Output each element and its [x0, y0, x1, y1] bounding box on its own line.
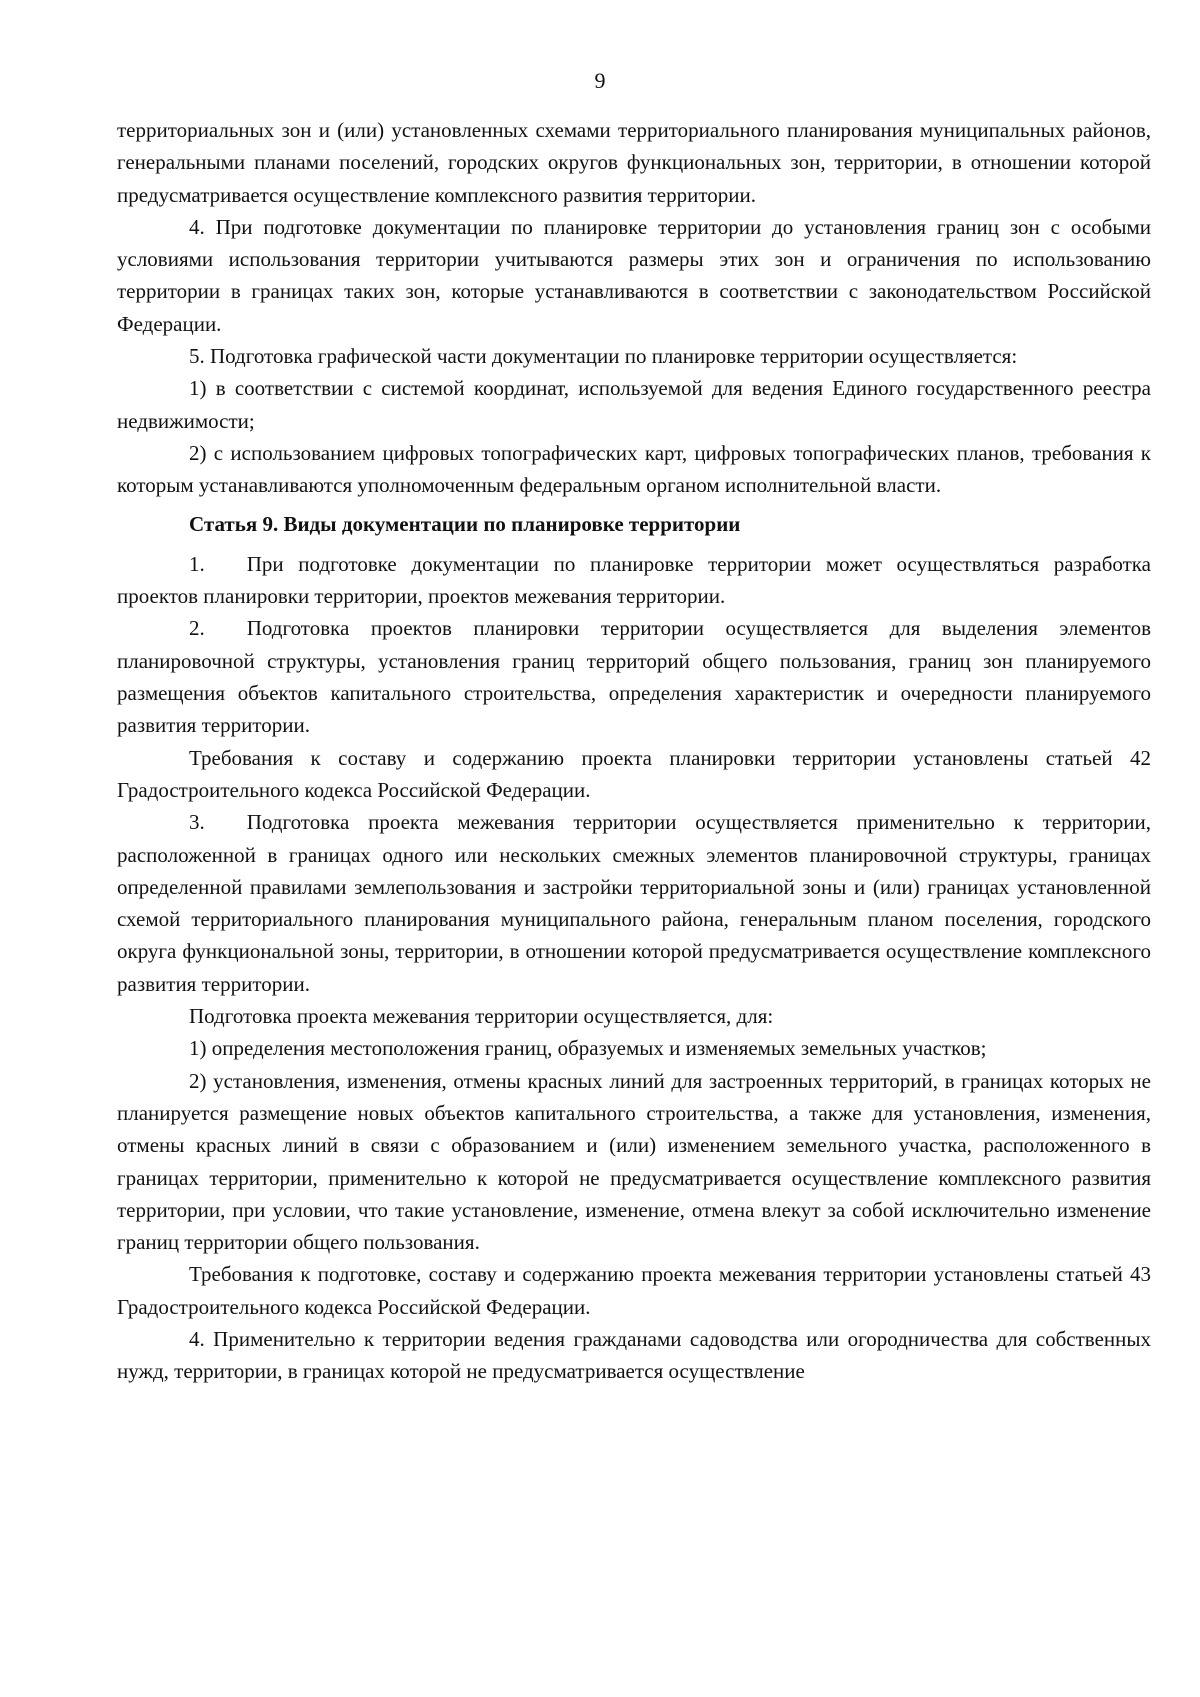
article-paragraph-3-subitem-1: 1) определения местоположения границ, образуемых и изменяемых земельных участков; [189, 1036, 987, 1061]
paragraph-item-5: 5. Подготовка графической части документации по планировке территории осуществляется: [189, 344, 1018, 369]
paragraph-item-4: 4. При подготовке документации по планировке территории до установления границ зон с особыми условиями использования территории учитываются размеры этих зон и ограничения по использованию территории в границах таких зон, которые устанавливаются в соответствии с законодательством Российской Федерации. [117, 214, 1151, 336]
article-paragraph-3-requirements: Требования к подготовке, составу и содержанию проекта межевания территории установлены статьей 43 Градостроительного кодекса Российской Федерации. [117, 1262, 1151, 1319]
article-paragraph-3-purpose: Подготовка проекта межевания территории осуществляется, для: [189, 1004, 774, 1029]
article-paragraph-3-subitem-2: 2) установления, изменения, отмены красных линий для застроенных территорий, в границах которых не планируется размещение новых объектов капитального строительства, а также для установления, изменения, отмены красных линий в связи с образованием и (или) изменением земельного участка, расположенного в границах территории, применительно к которой не предусматривается осуществление комплексного развития территории, при условии, что такие установление, изменение, отмена влекут за собой исключительно изменение границ территории общего пользования. [117, 1068, 1151, 1255]
article-paragraph-1: 1. При подготовке документации по планировке территории может осуществляться разработка проектов планировки территории, проектов межевания территории. [117, 551, 1151, 609]
article-paragraph-4: 4. Применительно к территории ведения гражданами садоводства или огородничества для собственных нужд, территории, в границах которой не предусматривается осуществление [117, 1326, 1151, 1384]
paragraph-subitem-1: 1) в соответствии с системой координат, используемой для ведения Единого государственного реестра недвижимости; [117, 376, 1151, 433]
page-number: 9 [594, 68, 606, 93]
article-paragraph-2: 2. Подготовка проектов планировки территории осуществляется для выделения элементов планировочной структуры, установления границ территорий общего пользования, границ зон планируемого размещения объектов капитального строительства, определения характеристик и очередности планируемого развития территории. [117, 616, 1151, 738]
article-heading: Статья 9. Виды документации по планировке территории [189, 511, 741, 536]
article-paragraph-2-requirements: Требования к составу и содержанию проекта планировки территории установлены статьей 42 Градостроительного кодекса Российской Федерации. [117, 745, 1151, 802]
paragraph-subitem-2: 2) с использованием цифровых топографических карт, цифровых топографических планов, требования к которым устанавливаются уполномоченным федеральным органом исполнительной власти. [117, 440, 1151, 498]
article-paragraph-3: 3. Подготовка проекта межевания территории осуществляется применительно к территории, расположенной в границах одного или нескольких смежных элементов планировочной структуры, границах определенной правилами землепользования и застройки территориальной зоны и (или) границах установленной схемой территориального планирования муниципального района, генеральным планом поселения, городского округа функциональной зоны, территории, в отношении которой предусматривается осуществление комплексного развития территории. [117, 810, 1151, 996]
paragraph-continuation: территориальных зон и (или) установленных схемами территориального планирования муниципальных районов, генеральными планами поселений, городских округов функциональных зон, территории, в отношении которой предусматривается осуществление комплексного развития территории. [117, 118, 1151, 207]
document-body [117, 114, 1151, 1388]
